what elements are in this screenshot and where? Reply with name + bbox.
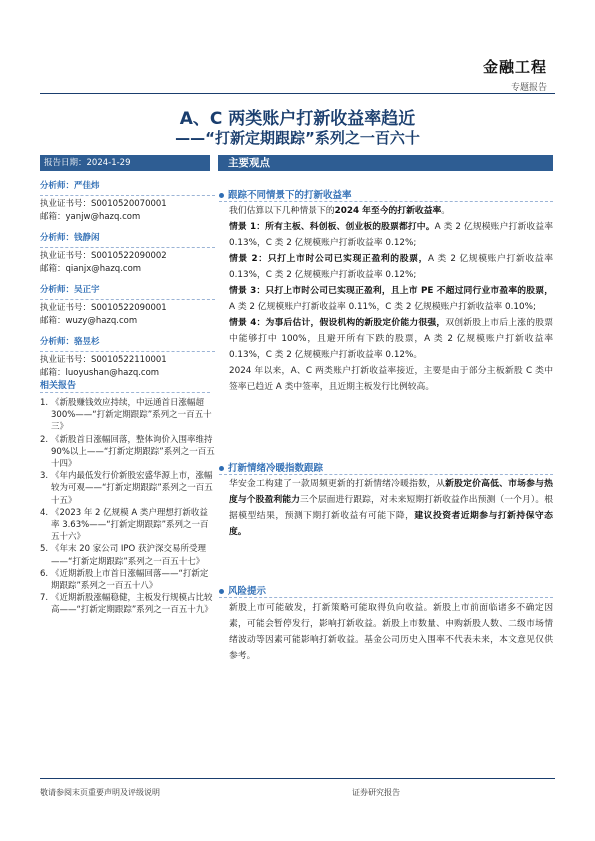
related-report-number: 4.: [40, 507, 49, 518]
analyst-name: 分析师：骆昱杉: [40, 337, 100, 347]
section-1-conclusion: 2024 年以来，A、C 两类账户打新收益率接近，主要是由于部分主板新股 C 类中签率已趋近 A 类中签率，且近期主板发行比例较高。: [229, 366, 553, 392]
scenario-4: [229, 315, 553, 363]
related-report-text: 《2023 年 2 亿规模 A 类户理想打新收益率 3.63%——“打新定期跟踪”系列之一百五十六》: [51, 507, 209, 543]
analyst-divider: [40, 195, 215, 196]
analyst-block: [40, 232, 215, 276]
sentiment-text-2: 三个层面进行跟踪，对未来短期打新收益作出预测（一个月）。根据模型结果，预测下期打新收益有可能下降，: [229, 495, 553, 521]
report-title: A、C 两类账户打新收益率趋近: [179, 109, 416, 129]
sentiment-emphasis: 新股定价高低、市场参与热度与个股盈利能力: [229, 479, 553, 505]
report-date: 报告日期：2024-1-29: [40, 155, 210, 171]
section-heading-tracking: [219, 187, 352, 201]
analyst-name: 分析师：严佳炜: [40, 181, 100, 191]
analyst-email[interactable]: 邮箱：wuzy@hazq.com: [40, 316, 138, 326]
scenario-2-text: A 类 2 亿规模账户打新收益率 0.13%，C 类 2 亿规模账户打新收益率 0.12%;: [229, 254, 553, 280]
bullet-icon: [219, 466, 224, 471]
scenario-3-label: 情景 3：只打上市时公司已实现正盈利，且上市 PE 不超过同行业市盈率的股票，: [229, 286, 553, 296]
analyst-divider: [40, 247, 215, 248]
related-report-item[interactable]: [40, 470, 215, 507]
scenario-3: [229, 283, 553, 315]
analyst-email[interactable]: 邮箱：luoyushan@hazq.com: [40, 368, 160, 378]
related-report-number: 6.: [40, 568, 49, 579]
related-report-item[interactable]: [40, 507, 215, 544]
analyst-block: [40, 284, 215, 328]
scenario-1-label: 情景 1：所有主板、科创板、创业板的股票都打中。: [229, 222, 435, 232]
sentiment-text: 华安金工构建了一款周频更新的打新情绪冷暖指数，从: [229, 479, 446, 489]
analyst-cert: 执业证书号：S0010522090001: [40, 303, 167, 313]
section-divider: [219, 474, 553, 475]
bullet-icon: [219, 193, 224, 198]
scenario-2-label: 情景 2：只打上市时公司已实现正盈利的股票，: [229, 254, 429, 264]
intro-text: 我们估算以下几种情景下的: [229, 206, 335, 216]
related-report-text: 《近期新股上市首日涨幅回落——“打新定期跟踪”系列之一百五十八》: [51, 568, 209, 592]
analyst-divider: [40, 351, 215, 352]
footer-label: 证券研究报告: [352, 788, 400, 797]
report-subtitle: ——“打新定期跟踪”系列之一百六十: [175, 129, 420, 147]
section-heading-text: 打新情绪冷暖指数跟踪: [228, 463, 324, 474]
analyst-divider: [40, 299, 215, 300]
footer-divider: [40, 778, 555, 779]
analyst-cert: 执业证书号：S0010522090002: [40, 251, 167, 261]
related-report-text: 《年末 20 家公司 IPO 获沪深交易所受理——“打新定期跟踪”系列之一百五十七》: [51, 544, 206, 567]
analyst-email[interactable]: 邮箱：qianjx@hazq.com: [40, 264, 142, 274]
analyst-cert: 执业证书号：S0010520070001: [40, 199, 167, 209]
related-report-number: 1.: [40, 398, 49, 408]
related-report-text: 《年内最低发行价新股宏盛华源上市，涨幅较为可观——“打新定期跟踪”系列之一百五十五》: [51, 471, 213, 506]
footer-disclaimer: 敬请参阅末页重要声明及评级说明: [40, 788, 160, 797]
intro-line: [229, 203, 553, 219]
header-divider: [40, 93, 555, 94]
related-report-item[interactable]: [40, 543, 215, 567]
related-report-number: 7.: [40, 593, 49, 604]
section-heading-text: 跟踪不同情景下的打新收益率: [228, 190, 352, 201]
report-subcategory: 专题报告: [510, 83, 547, 93]
analyst-block: [40, 336, 215, 380]
scenario-1: [229, 219, 553, 251]
related-report-item[interactable]: [40, 592, 215, 616]
related-report-number: 3.: [40, 471, 49, 482]
related-report-item[interactable]: [40, 434, 215, 471]
analyst-email[interactable]: 邮箱：yanjw@hazq.com: [40, 212, 141, 222]
intro-emphasis: 2024 年至今的打新收益率: [334, 206, 442, 216]
section-heading-sentiment: [219, 460, 323, 474]
scenario-4-text: 双创新股上市后上涨的股票中能够打中 100%，且避开所有下跌的股票，A 类 2 亿规模账户打新收益率 0.13%，C 类 2 亿规模账户打新收益率 0.12%。: [229, 318, 553, 360]
scenario-1-text: A 类 2 亿规模账户打新收益率 0.13%，C 类 2 亿规模账户打新收益率 0.12%;: [229, 222, 553, 248]
related-report-number: 5.: [40, 544, 49, 555]
section-body-sentiment: [229, 476, 553, 540]
related-report-item[interactable]: [40, 397, 215, 434]
analyst-block: [40, 180, 215, 224]
section-heading-text: 风险提示: [228, 586, 267, 597]
section-body-risk: 新股上市可能破发，打新策略可能取得负向收益。新股上市前面临诸多不确定因素，可能会暂停发行，影响打新收益。新股上市数量、申购新股人数、二级市场情绪波动等因素可能影响打新收益。基金公司历史入围率不代表未来，本文意见仅供参考。: [229, 603, 553, 661]
section-body-tracking: [229, 203, 553, 395]
related-report-text: 《近期新股涨幅稳健，主板发行规模占比较高——“打新定期跟踪”系列之一百五十九》: [51, 593, 213, 616]
section-divider: [219, 201, 553, 202]
scenario-3-text: A 类 2 亿规模账户打新收益率 0.11%，C 类 2 亿规模账户打新收益率 0.10%;: [229, 302, 536, 312]
related-report-item[interactable]: [40, 568, 215, 592]
bullet-icon: [219, 589, 224, 594]
sentiment-recommendation: 建议投资者近期参与打新持保守态度。: [229, 511, 553, 537]
analyst-cert: 执业证书号：S0010522110001: [40, 355, 167, 365]
related-report-text: 《新股首日涨幅回落，整体询价入围率维持 90%以上——“打新定期跟踪”系列之一百五十四》: [51, 434, 215, 470]
section-heading-risk: [219, 583, 266, 597]
intro-text-end: 。: [441, 206, 451, 216]
related-report-text: 《新股赚钱效应持续，中远通首日涨幅超 300%——“打新定期跟踪”系列之一百五十三》: [51, 398, 212, 433]
analyst-name: 分析师：钱静闲: [40, 233, 100, 243]
related-reports-divider: [40, 392, 210, 393]
related-reports-heading: 相关报告: [40, 381, 77, 391]
related-report-number: 2.: [40, 434, 49, 445]
report-category: 金融工程: [482, 58, 547, 76]
related-reports-list: [40, 397, 215, 617]
analyst-name: 分析师：吴正宇: [40, 285, 100, 295]
main-points-heading: 主要观点: [218, 155, 553, 171]
scenario-4-label: 情景 4：为事后估计，假设机构的新股定价能力很强，: [229, 318, 446, 328]
scenario-2: [229, 251, 553, 283]
section-divider: [219, 597, 553, 598]
